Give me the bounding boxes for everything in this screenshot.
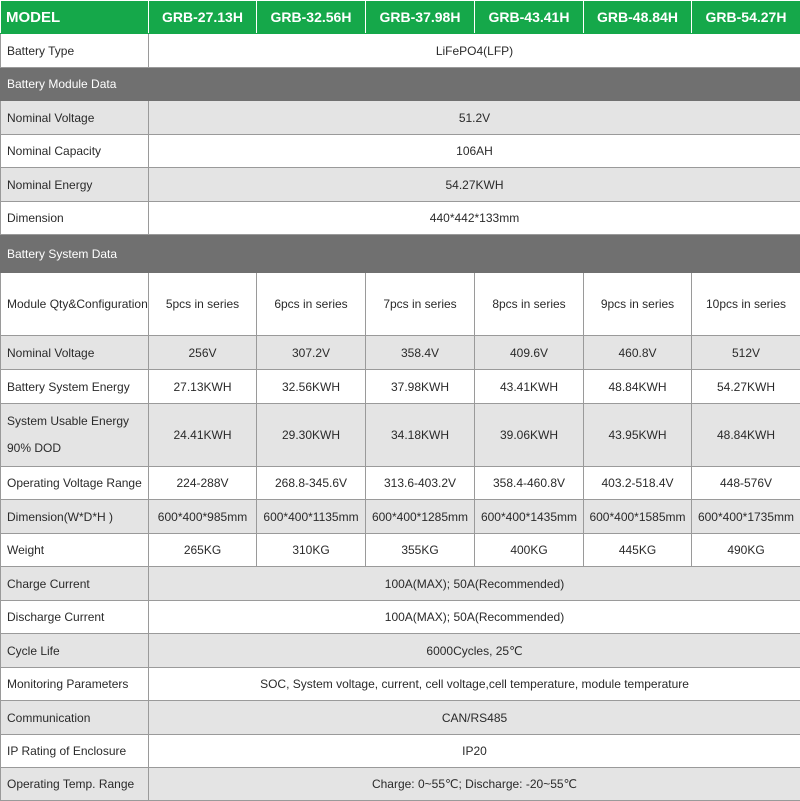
cell-value: 265KG bbox=[149, 534, 257, 567]
cell-value: 460.8V bbox=[584, 336, 692, 370]
cell-value: 5pcs in series bbox=[149, 273, 257, 336]
table-row bbox=[1, 601, 800, 634]
cell-value: 24.41KWH bbox=[149, 404, 257, 467]
cell-value: 224-288V bbox=[149, 467, 257, 500]
cell-value: 600*400*985mm bbox=[149, 500, 257, 534]
cell-value: 358.4-460.8V bbox=[475, 467, 584, 500]
row-label: Monitoring Parameters bbox=[1, 668, 149, 701]
cell-value: 34.18KWH bbox=[366, 404, 475, 467]
cell-value: 6pcs in series bbox=[257, 273, 366, 336]
model-name: GRB-32.56H bbox=[257, 1, 366, 34]
row-label: Battery System Energy bbox=[1, 370, 149, 404]
cell-value: 268.8-345.6V bbox=[257, 467, 366, 500]
row-value: 54.27KWH bbox=[149, 168, 800, 202]
row-label: Cycle Life bbox=[1, 634, 149, 668]
cell-value: 48.84KWH bbox=[584, 370, 692, 404]
table-row bbox=[1, 202, 800, 235]
row-value: 106AH bbox=[149, 135, 800, 168]
table-row bbox=[1, 701, 800, 735]
cell-value: 600*400*1135mm bbox=[257, 500, 366, 534]
row-value: LiFePO4(LFP) bbox=[149, 34, 800, 68]
row-label: IP Rating of Enclosure bbox=[1, 735, 149, 768]
table-row bbox=[1, 567, 800, 601]
cell-value: 600*400*1585mm bbox=[584, 500, 692, 534]
row-value: CAN/RS485 bbox=[149, 701, 800, 735]
table-row bbox=[1, 768, 800, 801]
table-row bbox=[1, 500, 800, 534]
cell-value: 409.6V bbox=[475, 336, 584, 370]
table-row bbox=[1, 634, 800, 668]
row-label: Dimension(W*D*H ) bbox=[1, 500, 149, 534]
cell-value: 27.13KWH bbox=[149, 370, 257, 404]
cell-value: 9pcs in series bbox=[584, 273, 692, 336]
cell-value: 403.2-518.4V bbox=[584, 467, 692, 500]
cell-value: 307.2V bbox=[257, 336, 366, 370]
header-row bbox=[1, 1, 800, 34]
table-row bbox=[1, 370, 800, 404]
section-title: Battery System Data bbox=[1, 235, 800, 273]
table-row bbox=[1, 101, 800, 135]
cell-value: 37.98KWH bbox=[366, 370, 475, 404]
table-row bbox=[1, 273, 800, 336]
row-value: Charge: 0~55℃; Discharge: -20~55℃ bbox=[149, 768, 800, 801]
cell-value: 512V bbox=[692, 336, 800, 370]
section-header-system bbox=[1, 235, 800, 273]
table-row bbox=[1, 735, 800, 768]
model-name: GRB-48.84H bbox=[584, 1, 692, 34]
cell-value: 490KG bbox=[692, 534, 800, 567]
cell-value: 600*400*1735mm bbox=[692, 500, 800, 534]
row-label: Weight bbox=[1, 534, 149, 567]
cell-value: 43.95KWH bbox=[584, 404, 692, 467]
cell-value: 600*400*1435mm bbox=[475, 500, 584, 534]
model-name: GRB-54.27H bbox=[692, 1, 800, 34]
row-label: Module Qty&Configuration bbox=[1, 273, 149, 336]
row-label: Battery Type bbox=[1, 34, 149, 68]
row-value: 440*442*133mm bbox=[149, 202, 800, 235]
table-row bbox=[1, 135, 800, 168]
row-label: Communication bbox=[1, 701, 149, 735]
row-label: Nominal Energy bbox=[1, 168, 149, 202]
table-row bbox=[1, 168, 800, 202]
row-label: Discharge Current bbox=[1, 601, 149, 634]
row-value: 6000Cycles, 25℃ bbox=[149, 634, 800, 668]
row-value: SOC, System voltage, current, cell voltage,cell temperature, module temperature bbox=[149, 668, 800, 701]
model-name: GRB-43.41H bbox=[475, 1, 584, 34]
section-header-module bbox=[1, 68, 800, 101]
table-row bbox=[1, 467, 800, 500]
row-label: System Usable Energy 90% DOD bbox=[1, 404, 149, 467]
row-label: Dimension bbox=[1, 202, 149, 235]
cell-value: 8pcs in series bbox=[475, 273, 584, 336]
model-name: GRB-27.13H bbox=[149, 1, 257, 34]
table-row bbox=[1, 336, 800, 370]
table-row bbox=[1, 534, 800, 567]
cell-value: 43.41KWH bbox=[475, 370, 584, 404]
cell-value: 48.84KWH bbox=[692, 404, 800, 467]
row-label: Nominal Capacity bbox=[1, 135, 149, 168]
cell-value: 32.56KWH bbox=[257, 370, 366, 404]
row-value: 100A(MAX); 50A(Recommended) bbox=[149, 601, 800, 634]
table-row bbox=[1, 404, 800, 467]
cell-value: 600*400*1285mm bbox=[366, 500, 475, 534]
cell-value: 310KG bbox=[257, 534, 366, 567]
row-value: IP20 bbox=[149, 735, 800, 768]
model-label: MODEL bbox=[1, 1, 149, 34]
row-value: 100A(MAX); 50A(Recommended) bbox=[149, 567, 800, 601]
cell-value: 39.06KWH bbox=[475, 404, 584, 467]
cell-value: 448-576V bbox=[692, 467, 800, 500]
cell-value: 355KG bbox=[366, 534, 475, 567]
row-label: Nominal Voltage bbox=[1, 101, 149, 135]
model-name: GRB-37.98H bbox=[366, 1, 475, 34]
battery-type-row bbox=[1, 34, 800, 68]
cell-value: 54.27KWH bbox=[692, 370, 800, 404]
cell-value: 256V bbox=[149, 336, 257, 370]
cell-value: 7pcs in series bbox=[366, 273, 475, 336]
cell-value: 29.30KWH bbox=[257, 404, 366, 467]
row-label: Operating Temp. Range bbox=[1, 768, 149, 801]
row-label: Nominal Voltage bbox=[1, 336, 149, 370]
cell-value: 10pcs in series bbox=[692, 273, 800, 336]
table-row bbox=[1, 668, 800, 701]
row-value: 51.2V bbox=[149, 101, 800, 135]
cell-value: 400KG bbox=[475, 534, 584, 567]
section-title: Battery Module Data bbox=[1, 68, 800, 101]
cell-value: 445KG bbox=[584, 534, 692, 567]
cell-value: 313.6-403.2V bbox=[366, 467, 475, 500]
cell-value: 358.4V bbox=[366, 336, 475, 370]
row-label: Charge Current bbox=[1, 567, 149, 601]
row-label: Operating Voltage Range bbox=[1, 467, 149, 500]
